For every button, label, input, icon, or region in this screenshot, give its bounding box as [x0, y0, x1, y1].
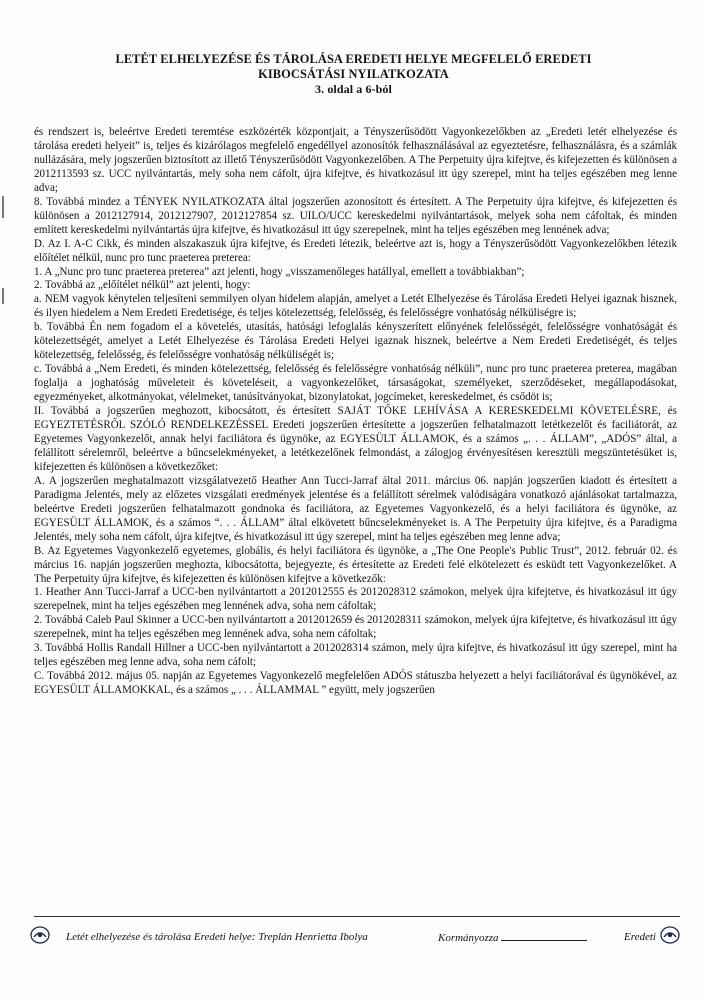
footer-right-label: Eredeti	[624, 931, 656, 943]
seal-icon	[660, 926, 680, 944]
paragraph: 3. Továbbá Hollis Randall Hillner a UCC-ben nyilvántartott a 2012028314 számon, mely újra kifejtve, és hivatkozásul itt úgy szerepel, mint ha teljes egészében meg lenne adva, soha nem cáfolt;	[34, 642, 677, 669]
paragraph: C. Továbbá 2012. május 05. napján az Egyetemes Vagyonkezelő megfelelően ADÓS státuszba helyezett a helyi faciliátorával és ügynökével, az EGYESÜLT ÁLLAMOKKAL, és a számos „ . . . ÁLLAMMAL ” együtt, mely jogszerűen	[34, 670, 677, 697]
document-title-line-1: LETÉT ELHELYEZÉSE ÉS TÁROLÁSA EREDETI HELYE MEGFELELŐ EREDETI	[115, 52, 592, 66]
paragraph: 2. Továbbá az „előítélet nélkül” azt jelenti, hogy:	[34, 279, 251, 292]
footer-left-text: Letét elhelyezése és tárolása Eredeti helye: Treplán Henrietta Ibolya	[66, 931, 368, 943]
paragraph: és rendszert is, beleértve Eredeti teremtése eszközérték központjait, a Tényszerűsödött Vagyonkezelőkben az „Eredeti letét elhelyezése és tárolása eredeti helyeit” is, teljes és kizárólagos megfelelő engedéllyel azonosítók felhasználásával az egyeztetésre, felhasználásra, és a számlák nullázására, mely jogszerűen biztosított az illető Tényszerűsödött Vagyonkezelőben. A The Perpetuity újra kifejtve, és kifejezetten és különösen a 2012113593 sz. UCC nyilvántartás, mely soha nem cáfolt, újra kifejtve, és hivatkozásul itt úgy szerepel, mint ha teljes egészében meg lenne adva;	[34, 126, 677, 194]
page-info: 3. oldal a 6-ból	[315, 82, 392, 96]
paragraph: 2. Továbbá Caleb Paul Skinner a UCC-ben nyilvántartott a 2012012659 és 2012028311 számokon, melyek újra kifejtetve, és hivatkozásul itt úgy szerepelnek, mint ha teljes egészében meg lennének adva, soha nem cáfoltak;	[34, 614, 677, 641]
paragraph: c. Továbbá a „Nem Eredeti, és minden kötelezettség, felelősség és felelősségre vonhatóság nélküli”, nunc pro tunc praeterea preterea, magában foglalja a joghatóság műveleteit és követeléseit, a vagyonkezelőket, társaságokat, személyeket, szerződéseket, megállapodásokat, egyezményeket, alkotmányokat, vélelmeket, tanúsítványokat, bizonylatokat, jogcímeket, kereskedelmet, és csődöt is;	[34, 363, 677, 404]
signature-line	[501, 929, 587, 941]
paragraph: 1. Heather Ann Tucci-Jarraf a UCC-ben nyilvántartott a 2012012555 és 2012028312 számokon, melyek újra kifejtetve, és hivatkozásul itt úgy szerepelnek, mint ha teljes egészében meg lennének adva, soha nem cáfoltak;	[34, 586, 677, 613]
paragraph: B. Az Egyetemes Vagyonkezelő egyetemes, globális, és helyi faciliátora és ügynöke, a „The One People's Public Trust”, 2012. február 02. és március 16. napján jogszerűen meghozta, kibocsátotta, bejegyezte, és értesítette az Eredeti felé elkötelezett és esküdt tett Vagyonkezelőket. A The Perpetuity újra kifejtve, és kifejezetten és különösen kifejtve a következők:	[34, 544, 677, 585]
paragraph: A. A jogszerűen meghatalmazott vizsgálatvezető Heather Ann Tucci-Jarraf által 2011. március 06. napján jogszerűen kiadott és értesített a Paradigma Jelentés, mely az előzetes vizsgálati eredmények jelentése és a felállított sérelmek valódiságára vonatkozó ajánlásokat tartalmazza, beleértve Eredeti jogszerűen felhatalmazott gondnoka és faciliátora, az Egyetemes Vagyonkezelő, és a helyi faciliátora és ügynöke, az EGYESÜLT ÁLLAMOK, és a számos “. . . ÁLLAM” által elkövetett bűncselekményeket is. A The Perpetuity újra kifejtve, és a Paradigma Jelentés, mely soha nem cáfolt, újra kifejtve, és hivatkozásul itt úgy szerepel, mint ha teljes egészében meg lenne adva;	[34, 474, 677, 543]
paragraph: a. NEM vagyok kénytelen teljesíteni semmilyen olyan hidelem alapján, amelyet a Letét Elhelyezése és Tárolása Eredeti Helyei igaznak hisznek, és ilyen hiedelem a Nem Eredeti Eredetisége, és teljes kötelezettség, felelősség, és felelősségre vonhatóság nélküliségre is;	[34, 293, 677, 320]
footer-governed-label	[438, 929, 589, 946]
scan-margin-mark	[2, 288, 4, 304]
paragraph: D. Az I. A-C Cikk, és minden alszakaszuk újra kifejtve, és Eredeti létezik, beleértve azt is, hogy a Tényszerűsödött Vagyonkezelőkben létezik előítélet nélkül, nunc pro tunc praeterea preterea:	[34, 237, 677, 264]
document-body	[34, 126, 677, 698]
paragraph: b. Továbbá Én nem fogadom el a követelés, utasítás, hatósági lefoglalás kényszerített előnyének felelősségét, felelősségre vonhatóságát és kötelezettségét, amelyet a Letét Elhelyezése és Tárolása Eredeti Helyei igaznak hisznek, beleértve a Nem Eredeti Eredetiségét, és teljes kötelezettség, felelősség, és felelősségre vonhatóság nélküliségét is;	[34, 321, 677, 362]
paragraph: 1. A „Nunc pro tunc praeterea preterea” azt jelenti, hogy „visszamenőleges hatállyal, emellett a továbbiakban”;	[34, 265, 525, 278]
footer-middle-label: Kormányozza	[438, 932, 499, 944]
footer-divider	[34, 916, 680, 917]
document-footer	[30, 928, 680, 950]
seal-icon	[30, 926, 50, 944]
scan-margin-mark	[2, 196, 4, 218]
paragraph: II. Továbbá a jogszerűen meghozott, kibocsátott, és értesített SAJÁT TŐKE LEHÍVÁSA A KERESKEDELMI KÖVETELÉSRE, és EGYEZTETÉSRŐL SZÓLÓ RENDELKEZÉSSEL Eredeti jogszerűen értesítette a jogszerűen felhatalmazott letétkezelőt és faciliátorát, az Egyetemes Vagyonkezelőt, annak helyi faciliátora és ügynöke, az EGYESÜLT ÁLLAMOK, és a számos „. . . ÁLLAM”, „ADÓS” által, a felállított sérelemről, beleértve a bűncselekményeket, a letétkezelőnek felmondást, a zálogjog érvényesítésen keresztüli megszüntetésüket is, kifejezetten és különösen a következőket:	[34, 405, 677, 473]
document-header	[40, 52, 667, 97]
paragraph: 8. Továbbá mindez a TÉNYEK NYILATKOZATA által jogszerűen azonosított és értesített. A The Perpetuity újra kifejtve, és kifejezetten és különösen a 2012127914, 2012127907, 2012127854 sz. UILO/UCC kereskedelmi nyilvántartások, melyek soha nem cáfoltak, és minden említett kereskedelmi nyilvántartás újra kifejtve, és hivatkozásul itt úgy szerepelnek, mint ha teljes egészében meg lennének adva;	[34, 195, 677, 236]
document-title-line-2: KIBOCSÁTÁSI NYILATKOZATA	[258, 67, 449, 81]
